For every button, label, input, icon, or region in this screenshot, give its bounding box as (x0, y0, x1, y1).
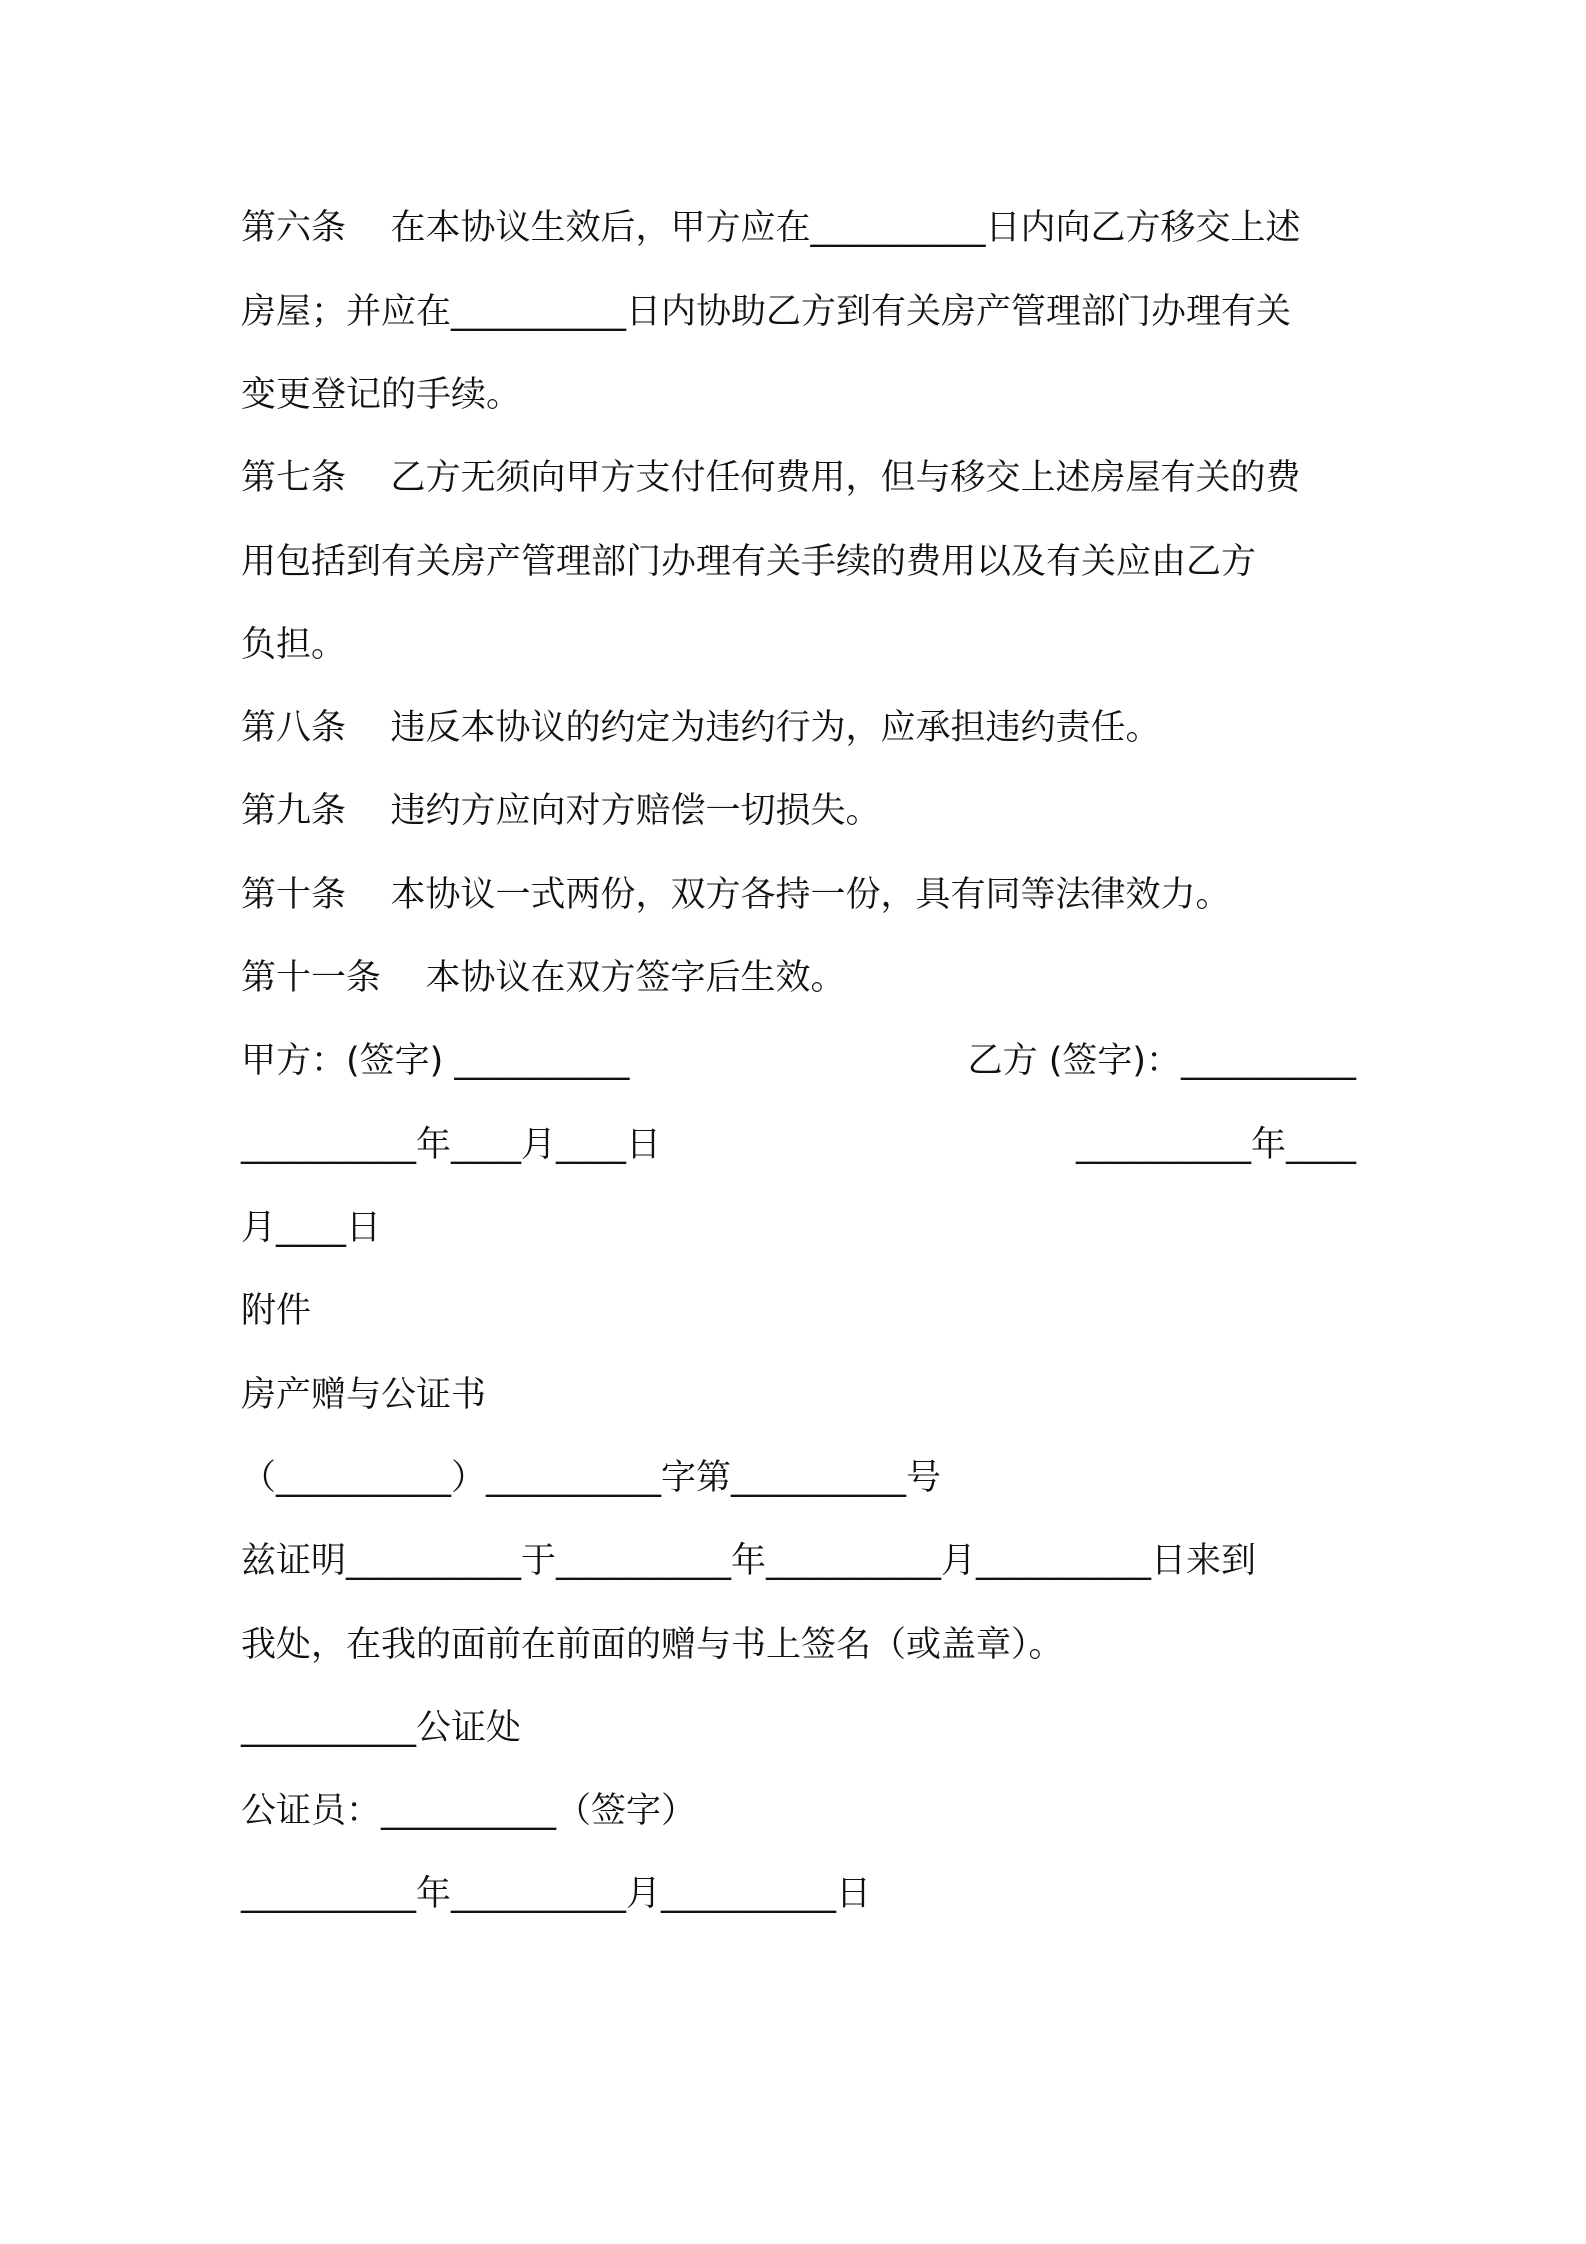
party-a-signature: 甲方：(签字) __________ (241, 1041, 630, 1081)
article-9: 第九条 违约方应向对方赔偿一切损失。 (241, 791, 881, 831)
party-b-date-part-1: __________年____ (1075, 1125, 1356, 1165)
certificate-number: （__________）__________字第__________号 (241, 1458, 942, 1498)
certificate-body-line-1: 兹证明__________于__________年__________月__________日来到 (241, 1541, 1257, 1581)
party-b-signature: 乙方 (签字)：__________ (967, 1041, 1356, 1081)
party-b-date-part-2: 月____日 (241, 1208, 382, 1248)
certificate-title: 房产赠与公证书 (241, 1375, 487, 1415)
article-6-line-3: 变更登记的手续。 (241, 375, 522, 415)
article-7-line-2: 用包括到有关房产管理部门办理有关手续的费用以及有关应由乙方 (241, 542, 1257, 582)
party-a-date: __________年____月____日 (241, 1125, 662, 1165)
article-11: 第十一条 本协议在双方签字后生效。 (241, 958, 846, 998)
article-6-line-1: 第六条 在本协议生效后，甲方应在__________日内向乙方移交上述 (241, 208, 1301, 248)
article-6-line-2: 房屋；并应在__________日内协助乙方到有关房产管理部门办理有关 (241, 292, 1292, 332)
notary-signature: 公证员：__________（签字） (241, 1791, 697, 1831)
article-7-line-1: 第七条 乙方无须向甲方支付任何费用，但与移交上述房屋有关的费 (241, 458, 1301, 498)
article-7-line-3: 负担。 (241, 625, 347, 665)
notary-date: __________年__________月__________日 (241, 1874, 872, 1914)
article-8: 第八条 违反本协议的约定为违约行为，应承担违约责任。 (241, 708, 1161, 748)
notary-office: __________公证处 (241, 1708, 522, 1748)
certificate-body-line-2: 我处，在我的面前在前面的赠与书上签名（或盖章）。 (241, 1625, 1064, 1665)
article-10: 第十条 本协议一式两份，双方各持一份，具有同等法律效力。 (241, 875, 1231, 915)
attachment-heading: 附件 (241, 1291, 312, 1331)
